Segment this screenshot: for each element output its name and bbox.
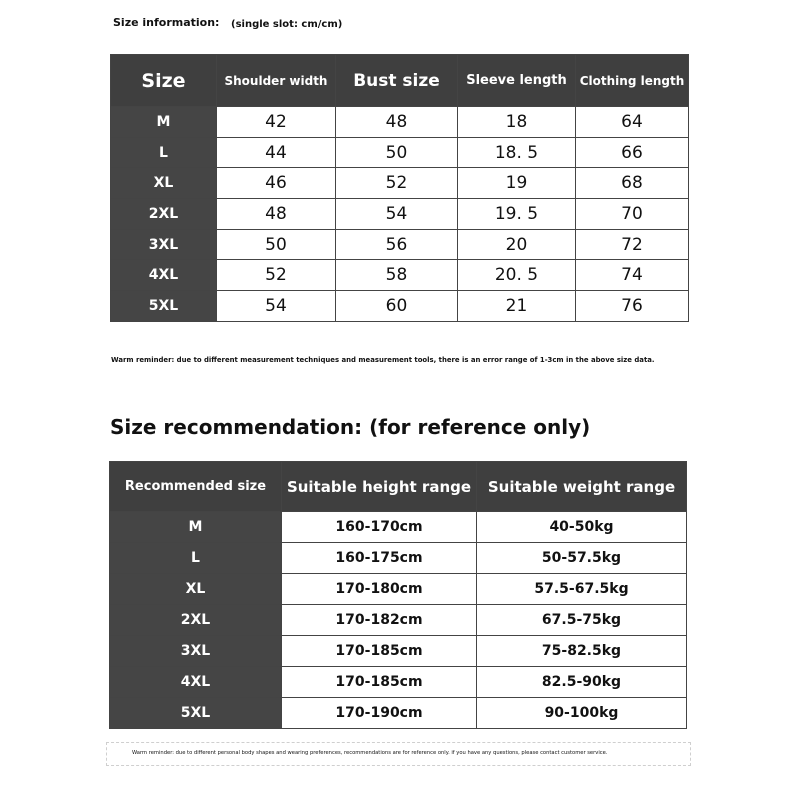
weight-range-value: 57.5-67.5kg	[477, 574, 687, 605]
shoulder-width-value: 52	[217, 260, 336, 291]
recommended-size-label: XL	[110, 574, 282, 605]
table-row	[111, 229, 689, 260]
measurement-error-reminder: Warm reminder: due to different measurement techniques and measurement tools, there is an error range of 1-3cm in the above size data.	[111, 356, 655, 364]
table-row	[110, 636, 687, 667]
height-range-value: 160-175cm	[282, 543, 477, 574]
column-header-height-range: Suitable height range	[282, 462, 477, 512]
weight-range-value: 40-50kg	[477, 512, 687, 543]
size-table	[110, 54, 689, 322]
height-range-value: 170-180cm	[282, 574, 477, 605]
recommendation-table	[109, 461, 687, 729]
shoulder-width-value: 46	[217, 168, 336, 199]
column-header-sleeve-length: Sleeve length	[458, 55, 576, 107]
column-header-recommended-size: Recommended size	[110, 462, 282, 512]
recommended-size-label: 2XL	[110, 605, 282, 636]
table-row	[111, 137, 689, 168]
size-label: 4XL	[111, 260, 217, 291]
weight-range-value: 67.5-75kg	[477, 605, 687, 636]
size-information-label: Size information:	[113, 16, 220, 29]
column-header-clothing-length: Clothing length	[576, 55, 689, 107]
height-range-value: 160-170cm	[282, 512, 477, 543]
personal-preference-reminder: Warm reminder: due to different personal body shapes and wearing preferences, recommendations are for reference only. if you have any questions, please contact customer service.	[132, 750, 608, 756]
clothing-length-value: 64	[576, 107, 689, 138]
table-row	[111, 291, 689, 322]
column-header-shoulder-width: Shoulder width	[217, 55, 336, 107]
unit-note: (single slot: cm/cm)	[231, 19, 343, 30]
table-row	[111, 260, 689, 291]
weight-range-value: 50-57.5kg	[477, 543, 687, 574]
bust-size-value: 60	[336, 291, 458, 322]
shoulder-width-value: 54	[217, 291, 336, 322]
weight-range-value: 90-100kg	[477, 698, 687, 729]
shoulder-width-value: 50	[217, 229, 336, 260]
weight-range-value: 75-82.5kg	[477, 636, 687, 667]
size-label: 2XL	[111, 199, 217, 230]
recommended-size-label: 5XL	[110, 698, 282, 729]
table-row	[110, 667, 687, 698]
clothing-length-value: 66	[576, 137, 689, 168]
size-table-header-row	[111, 55, 689, 107]
size-label: 3XL	[111, 229, 217, 260]
table-row	[110, 698, 687, 729]
size-label: M	[111, 107, 217, 138]
recommendation-title: Size recommendation: (for reference only)	[110, 415, 591, 439]
sleeve-length-value: 20	[458, 229, 576, 260]
sleeve-length-value: 19	[458, 168, 576, 199]
height-range-value: 170-182cm	[282, 605, 477, 636]
recommended-size-label: 4XL	[110, 667, 282, 698]
bust-size-value: 56	[336, 229, 458, 260]
recommendation-table-header-row	[110, 462, 687, 512]
table-row	[110, 512, 687, 543]
column-header-size: Size	[111, 55, 217, 107]
bust-size-value: 52	[336, 168, 458, 199]
size-label: 5XL	[111, 291, 217, 322]
sleeve-length-value: 21	[458, 291, 576, 322]
bust-size-value: 54	[336, 199, 458, 230]
clothing-length-value: 76	[576, 291, 689, 322]
height-range-value: 170-185cm	[282, 636, 477, 667]
sleeve-length-value: 18. 5	[458, 137, 576, 168]
clothing-length-value: 68	[576, 168, 689, 199]
bust-size-value: 58	[336, 260, 458, 291]
clothing-length-value: 70	[576, 199, 689, 230]
clothing-length-value: 72	[576, 229, 689, 260]
table-row	[110, 543, 687, 574]
table-row	[111, 107, 689, 138]
size-label: L	[111, 137, 217, 168]
sleeve-length-value: 20. 5	[458, 260, 576, 291]
weight-range-value: 82.5-90kg	[477, 667, 687, 698]
recommended-size-label: M	[110, 512, 282, 543]
column-header-bust-size: Bust size	[336, 55, 458, 107]
recommended-size-label: L	[110, 543, 282, 574]
recommended-size-label: 3XL	[110, 636, 282, 667]
shoulder-width-value: 42	[217, 107, 336, 138]
table-row	[110, 574, 687, 605]
table-row	[111, 168, 689, 199]
clothing-length-value: 74	[576, 260, 689, 291]
size-label: XL	[111, 168, 217, 199]
bust-size-value: 50	[336, 137, 458, 168]
sleeve-length-value: 18	[458, 107, 576, 138]
column-header-weight-range: Suitable weight range	[477, 462, 687, 512]
shoulder-width-value: 44	[217, 137, 336, 168]
sleeve-length-value: 19. 5	[458, 199, 576, 230]
table-row	[111, 199, 689, 230]
bust-size-value: 48	[336, 107, 458, 138]
height-range-value: 170-185cm	[282, 667, 477, 698]
shoulder-width-value: 48	[217, 199, 336, 230]
height-range-value: 170-190cm	[282, 698, 477, 729]
table-row	[110, 605, 687, 636]
